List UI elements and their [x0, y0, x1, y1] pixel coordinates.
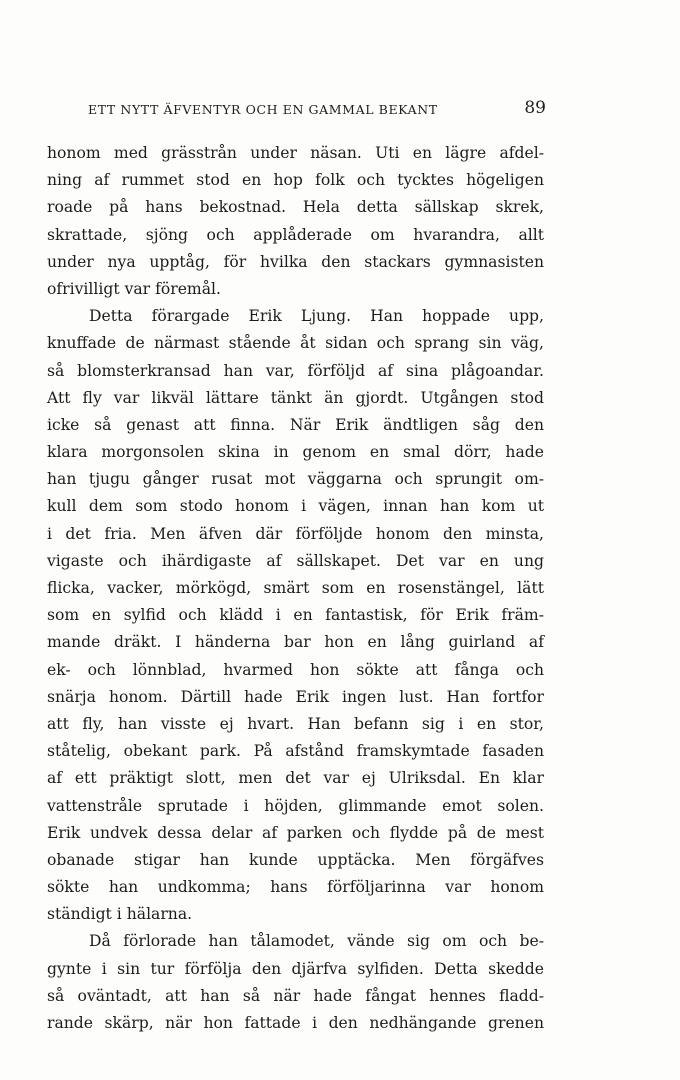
text-line: Att fly var likväl lättare tänkt än gjordt. Utgången stod — [47, 388, 544, 407]
text-line: honom med grässtrån under näsan. Uti en lägre afdel- — [47, 144, 544, 162]
text-line: så oväntadt, att han så när hade fångat hennes fladd- — [47, 986, 544, 1005]
body-text — [47, 140, 544, 1037]
text-line: mande dräkt. I händerna bar hon en lång guirland af — [47, 633, 544, 652]
text-line: ning af rummet stod en hop folk och tycktes högeligen — [47, 171, 544, 190]
text-line: Då förlorade han tålamodet, vände sig om och be- — [89, 932, 544, 951]
text-line: obanade stigar han kunde upptäcka. Men förgäfves — [47, 850, 544, 869]
running-head — [88, 98, 546, 122]
running-title: ETT NYTT ÄFVENTYR OCH EN GAMMAL BEKANT — [88, 102, 438, 117]
text-line: snärja honom. Därtill hade Erik ingen lust. Han fortfor — [47, 687, 544, 706]
text-line: sökte han undkomma; hans förföljarinna var honom — [47, 878, 544, 897]
text-line: icke så genast att finna. När Erik ändtligen såg den — [47, 415, 544, 434]
text-line: i det fria. Men äfven där förföljde honom den minsta, — [47, 524, 544, 543]
text-line: gynte i sin tur förfölja den djärfva sylfiden. Detta skedde — [47, 959, 544, 978]
text-line: han tjugu gånger rusat mot väggarna och sprungit om- — [47, 470, 544, 489]
text-line: klara morgonsolen skina in genom en smal dörr, hade — [47, 443, 544, 462]
text-line: ständigt i hälarna. — [47, 905, 193, 924]
text-line: rande skärp, när hon fattade i den nedhängande grenen — [47, 1014, 544, 1032]
text-line: ek- och lönnblad, hvarmed hon sökte att fånga och — [47, 660, 544, 679]
text-line: kull dem som stodo honom i vägen, innan han kom ut — [47, 497, 544, 516]
text-line: Erik undvek dessa delar af parken och flydde på de mest — [47, 823, 544, 842]
text-line: som en sylfid och klädd i en fantastisk, för Erik främ- — [47, 606, 544, 625]
text-line: knuffade de närmast stående åt sidan och sprang sin väg, — [47, 334, 544, 353]
text-line: skrattade, sjöng och applåderade om hvarandra, allt — [47, 225, 544, 244]
text-line: ofrivilligt var föremål. — [47, 279, 221, 298]
text-line: af ett präktigt slott, men det var ej Ulriksdal. En klar — [47, 769, 544, 788]
text-line: ståtelig, obekant park. På afstånd framskymtade fasaden — [47, 742, 544, 761]
text-line: flicka, vacker, mörkögd, smärt som en rosenstängel, lätt — [47, 579, 544, 597]
text-line: Detta förargade Erik Ljung. Han hoppade upp, — [89, 307, 544, 326]
text-line: vattenstråle sprutade i höjden, glimmande emot solen. — [47, 796, 544, 815]
text-line: roade på hans bekostnad. Hela detta sällskap skrek, — [47, 198, 544, 217]
text-line: att fly, han visste ej hvart. Han befann sig i en stor, — [47, 714, 544, 733]
text-line: så blomsterkransad han var, förföljd af sina plågoandar. — [47, 361, 544, 380]
text-line: under nya upptåg, för hvilka den stackars gymnasisten — [47, 252, 544, 271]
text-line: vigaste och ihärdigaste af sällskapet. Det var en ung — [47, 551, 544, 570]
page-number: 89 — [524, 98, 546, 118]
